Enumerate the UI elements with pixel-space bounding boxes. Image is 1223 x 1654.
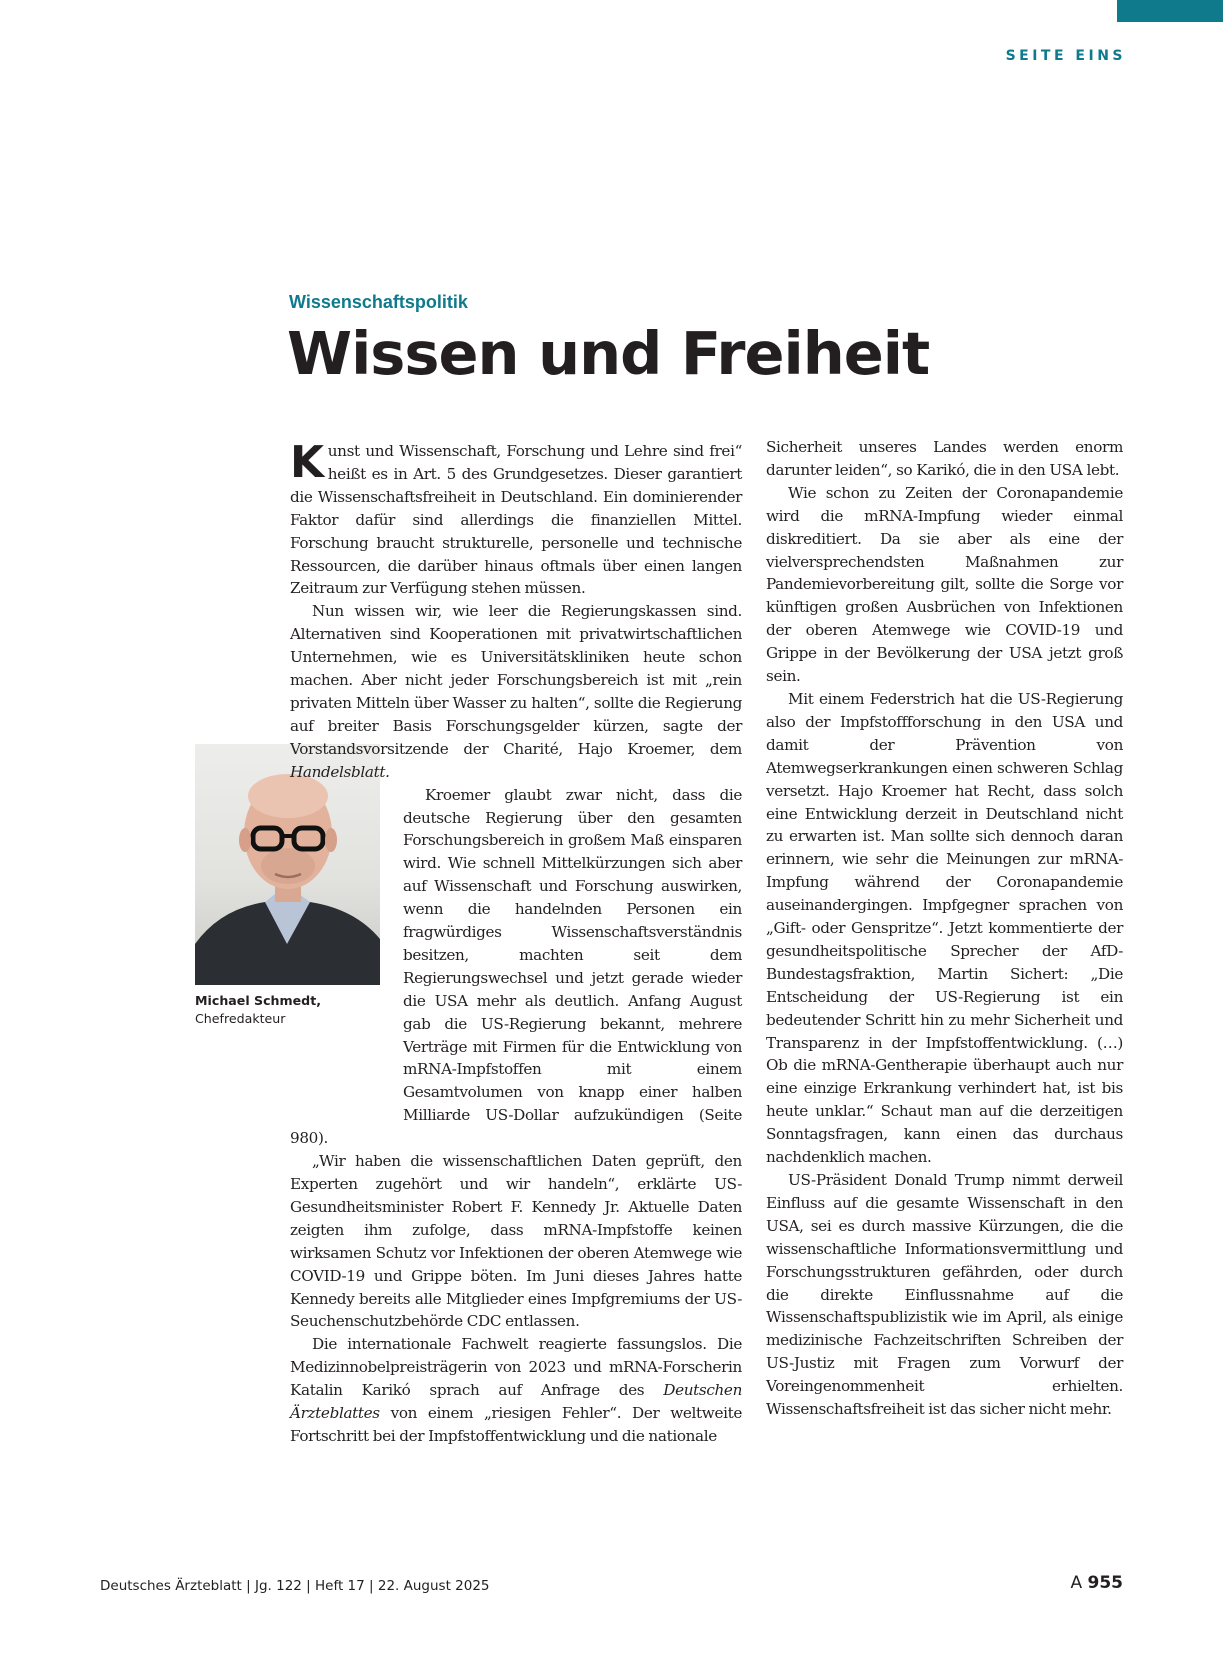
paragraph-text: „Wir haben die wissenschaftlichen Daten geprüft, den Experten zugehört und wir handeln“, erklärte US-Gesundheitsminister Robert F. Kennedy Jr. Aktuelle Daten zeigten ihm zufolge, dass mRNA-Impfstoffe keinen wirksamen Schutz vor Infektionen der oberen Atemwege wie COVID-19 und Grippe böten. Im Juni dieses Jahres hatte Kennedy bereits alle Mitglieder eines Impfgremiums der US-Seuchenschutzbehörde CDC entlassen.: [290, 1152, 742, 1331]
article-title: Wissen und Freiheit: [287, 319, 930, 388]
article-column-2: [766, 436, 1123, 1421]
paragraph: US-Präsident Donald Trump nimmt derweil Einfluss auf die gesamte Wissenschaft in den USA, sei es durch massive Kürzungen, die die wissenschaftliche Informationsvermittlung und Forschungsstrukturen gefährden, oder durch die direkte Einflussnahme auf die Wissenschaftspublizistik wie im April, als einige medizinische Fachzeitschriften Schreiben der US-Justiz mit Fragen zum Vorwurf der Voreingenommenheit erhielten. Wissenschaftsfreiheit ist das sicher nicht mehr.: [766, 1171, 1123, 1419]
paragraph: [290, 437, 742, 600]
paragraph-text: unst und Wissenschaft, Forschung und Lehre sind frei“ heißt es in Art. 5 des Grundgesetzes. Dieser garantiert die Wissenschaftsfreiheit in Deutschland. Ein dominierender Faktor dafür sind allerdings die finanziellen Mittel. Forschung braucht strukturelle, personelle und technische Ressourcen, die darüber hinaus oftmals über einen langen Zeitraum zur Verfügung stehen müssen.: [290, 442, 742, 598]
author-role: Chefredakteur: [195, 1011, 286, 1026]
drop-cap: K: [290, 437, 324, 488]
publication-name: Handelsblatt.: [290, 762, 390, 781]
paragraph: [290, 1333, 742, 1448]
author-name: Michael Schmedt,: [195, 993, 322, 1008]
corner-accent-bar: [1117, 0, 1223, 22]
paragraph: Mit einem Federstrich hat die US-Regierung also der Impfstoffforschung in den USA und damit der Prävention von Atemwegserkrankungen einen schweren Schlag versetzt. Hajo Kroemer hat Recht, dass solch eine Entwicklung derzeit in Deutschland nicht zu erwarten ist. Man sollte sich dennoch daran erinnern, wie sehr die Meinungen zur mRNA-Impfung während der Coronapandemie auseinandergingen. Impfgegner sprachen von „Gift- oder Genspritze“. Jetzt kommentierte der gesundheitspolitische Sprecher der AfD-Bundestagsfraktion, Martin Sichert: „Die Entscheidung der US-Regierung ist ein bedeutender Schritt hin zu mehr Sicherheit und Transparenz in der Impfstoffentwicklung. (…) Ob die mRNA-Gentherapie überhaupt auch nur eine einzige Erkrankung verhindert hat, ist bis heute unklar.“ Schaut man auf die derzeitigen Sonntagsfragen, kann einen das durchaus nachdenklich machen.: [766, 689, 1123, 1167]
paragraph-text: Nun wissen wir, wie leer die Regierungskassen sind. Alternativen sind Kooperationen mit privatwirtschaftlichen Unternehmen, wie es Universitätskliniken heute schon machen. Aber nicht jeder Forschungsbereich ist mit „rein privaten Mitteln über Wasser zu halten“, sollte die Regierung auf breiter Basis Forschungsgelder kürzen, sagte der Vorstandsvorsitzende der Charité, Hajo Kroemer, dem: [290, 602, 742, 758]
paragraph-text: Die internationale Fachwelt reagierte fassungslos. Die Medizinnobelpreisträgerin von 2023 und mRNA-Forscherin Katalin Karikó sprach auf Anfrage des: [290, 1335, 742, 1400]
article-kicker: Wissenschaftspolitik: [289, 292, 468, 312]
page-number: [1070, 1573, 1123, 1593]
page-number-value: 955: [1087, 1573, 1123, 1593]
paragraph: [290, 600, 742, 783]
photo-wrap-spacer: [290, 784, 403, 1114]
paragraph: Wie schon zu Zeiten der Coronapandemie wird die mRNA-Impfung wieder einmal diskreditiert. Da sie aber als eine der vielversprechendsten Maßnahmen zur Pandemievorbereitung gilt, sollte die Sorge vor künftigen großen Ausbrüchen von Infektionen der oberen Atemwege wie COVID-19 und Grippe in der Bevölkerung der USA jetzt groß sein.: [766, 483, 1123, 686]
publication-name: Deutschen Ärzteblattes: [290, 1381, 742, 1423]
paragraph: Sicherheit unseres Landes werden enorm darunter leiden“, so Karikó, die in den USA lebt.: [766, 438, 1123, 479]
article-column-1: [290, 437, 742, 1448]
paragraph: [290, 1150, 742, 1333]
page-prefix: A: [1070, 1573, 1083, 1593]
paragraph-text: von einem „riesigen Fehler“. Der weltweite Fortschritt bei der Impfstoffentwicklung und die nationale: [290, 1404, 742, 1445]
section-label: SEITE EINS: [1005, 48, 1126, 64]
paragraph-text: Kroemer glaubt zwar nicht, dass die deutsche Regierung über den gesamten Forschungsbereich in großem Maß einsparen wird. Wie schnell Mittelkürzungen sich aber auf Wissenschaft und Forschung auswirken, wenn die handelnden Personen ein fragwürdiges Wissenschaftsverständnis besitzen, machten seit dem Regierungswechsel und jetzt gerade wieder die USA mehr als deutlich. Anfang August gab die US-Regierung bekannt, mehrere Verträge mit Firmen für die Entwicklung von mRNA-Impfstoffen mit einem Gesamtvolumen von knapp einer halben Milliarde US-Dollar aufzukündigen (Seite 980).: [290, 785, 742, 1148]
footer-citation: Deutsches Ärzteblatt | Jg. 122 | Heft 17 | 22. August 2025: [100, 1578, 490, 1594]
